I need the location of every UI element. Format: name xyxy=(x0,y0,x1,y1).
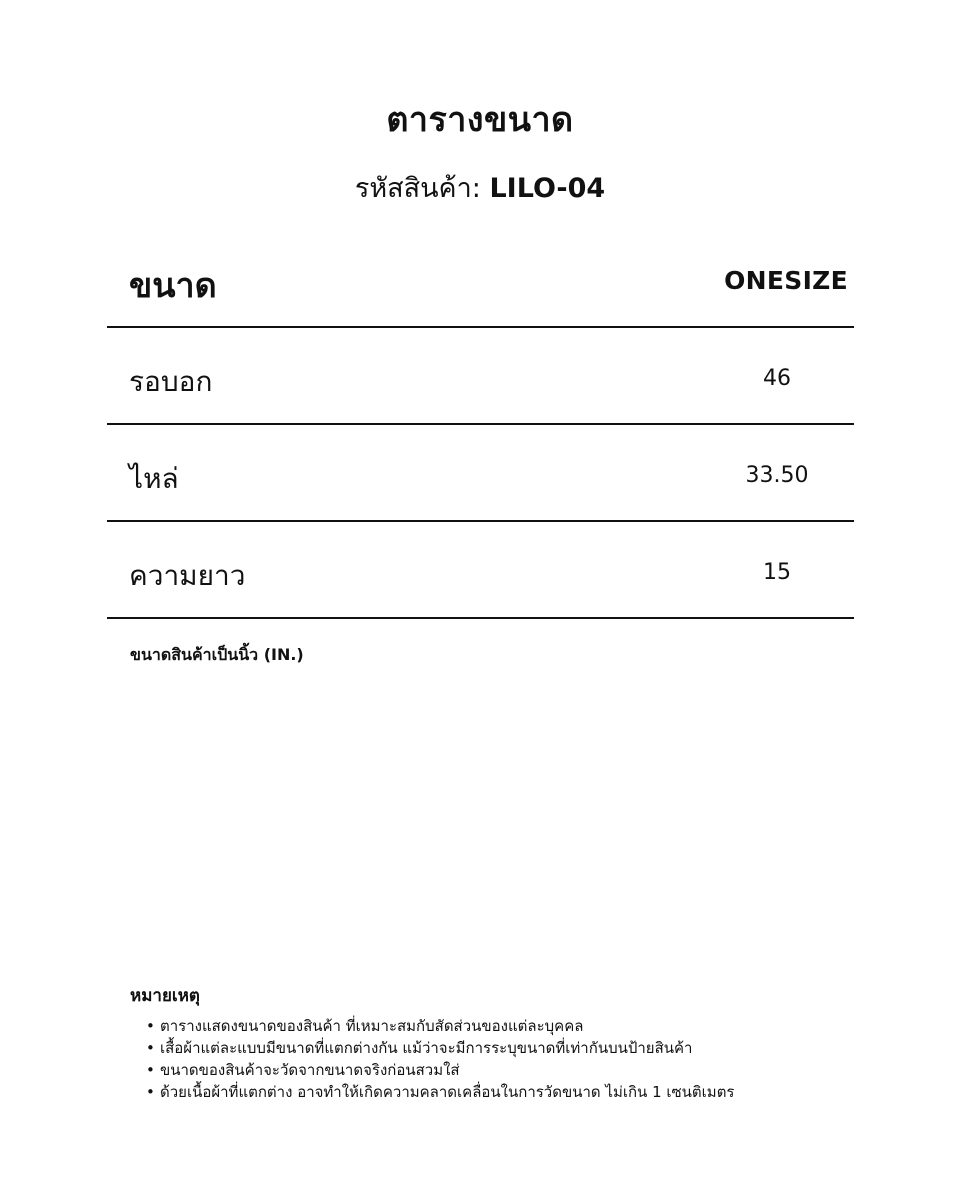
page-title: ตารางขนาด xyxy=(386,100,574,140)
row-label-length: ความยาว xyxy=(129,559,246,592)
row-value-shoulder: 33.50 xyxy=(745,463,809,488)
product-code-label: รหัสสินค้า: xyxy=(354,173,481,204)
note-text: ตารางแสดงขนาดของสินค้า ที่เหมาะสมกับสัดส่วนของแต่ละบุคคล xyxy=(160,1017,584,1035)
row-label-chest: รอบอก xyxy=(129,365,213,398)
list-item xyxy=(146,1081,735,1103)
unit-note: ขนาดสินค้าเป็นนิ้ว (IN.) xyxy=(130,645,304,664)
size-column-header: ขนาด xyxy=(129,266,217,306)
list-item xyxy=(146,1037,735,1059)
note-text: ขนาดของสินค้าจะวัดจากขนาดจริงก่อนสวมใส่ xyxy=(160,1061,460,1079)
notes-list xyxy=(130,1015,735,1103)
size-table xyxy=(107,248,854,619)
product-code-line xyxy=(0,166,960,209)
table-row-length xyxy=(107,522,854,619)
row-label-shoulder: ไหล่ xyxy=(129,462,179,495)
note-text: เสื้อผ้าแต่ละแบบมีขนาดที่แตกต่างกัน แม้ว่าจะมีการระบุขนาดที่เท่ากันบนป้ายสินค้า xyxy=(160,1039,693,1057)
bullet: • xyxy=(146,1017,155,1035)
bullet: • xyxy=(146,1039,155,1057)
note-text: ด้วยเนื้อผ้าที่แตกต่าง อาจทำให้เกิดความคลาดเคลื่อนในการวัดขนาด ไม่เกิน 1 เซนติเมตร xyxy=(160,1083,735,1101)
product-code: LILO-04 xyxy=(489,173,606,204)
list-item xyxy=(146,1059,735,1081)
list-item xyxy=(146,1015,735,1037)
onesize-column-header: ONESIZE xyxy=(724,266,848,295)
notes-title: หมายเหตุ xyxy=(130,986,200,1006)
table-row-shoulder xyxy=(107,425,854,522)
bullet: • xyxy=(146,1083,155,1101)
bullet: • xyxy=(146,1061,155,1079)
row-value-chest: 46 xyxy=(763,366,791,391)
notes-section xyxy=(130,982,735,1103)
size-table-header xyxy=(107,248,854,328)
row-value-length: 15 xyxy=(763,560,791,585)
table-row-chest xyxy=(107,328,854,425)
